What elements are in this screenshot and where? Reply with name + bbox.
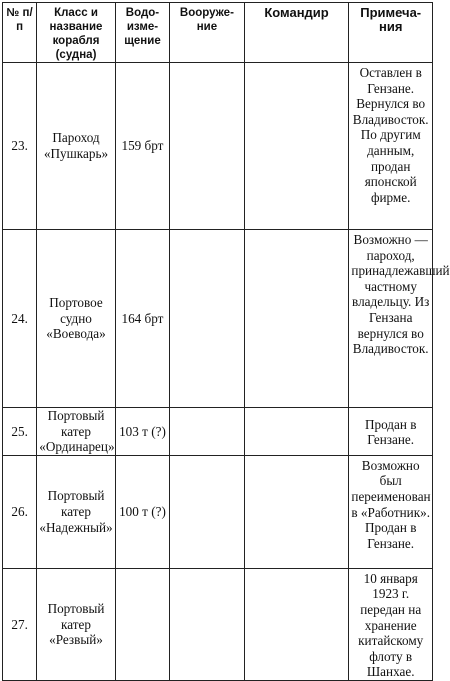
row-num: 27.	[3, 568, 37, 680]
header-notes: Примеча- ния	[349, 3, 433, 63]
row-num: 25.	[3, 408, 37, 456]
table-header-row	[3, 3, 433, 63]
row-notes: Возможно был переименован в «Работник». Продан в Гензане.	[349, 455, 433, 568]
row-ship-name: Пароход «Пушкарь»	[37, 63, 116, 230]
row-ship-name: Портовый катер «Надежный»	[37, 455, 116, 568]
ships-table	[2, 2, 450, 681]
header-displacement: Водо- изме- щение	[115, 3, 169, 63]
table-row	[3, 230, 433, 408]
row-notes: 10 января 1923 г. передан на хранение китайскому флоту в Шанхае.	[349, 568, 433, 680]
row-displacement: 100 т (?)	[115, 455, 169, 568]
row-num: 23.	[3, 63, 37, 230]
row-armament	[170, 568, 245, 680]
row-armament	[170, 63, 245, 230]
table-row	[3, 455, 433, 568]
row-armament	[170, 455, 245, 568]
header-class-name: Класс и название корабля (судна)	[37, 3, 116, 63]
row-commander	[244, 230, 349, 408]
row-displacement: 164 брт	[115, 230, 169, 408]
row-commander	[244, 408, 349, 456]
row-commander	[244, 568, 349, 680]
header-commander: Командир	[244, 3, 349, 63]
row-armament	[170, 230, 245, 408]
header-num: № п/п	[3, 3, 37, 63]
row-ship-name: Портовый катер «Резвый»	[37, 568, 116, 680]
row-commander	[244, 63, 349, 230]
row-ship-name: Портовый катер «Ординарец»	[37, 408, 116, 456]
row-armament	[170, 408, 245, 456]
row-displacement: 103 т (?)	[115, 408, 169, 456]
header-armament: Вооруже- ние	[170, 3, 245, 63]
table-row	[3, 63, 433, 230]
table-row	[3, 568, 433, 680]
table-row	[3, 408, 433, 456]
row-num: 26.	[3, 455, 37, 568]
row-notes: Оставлен в Гензане. Вернулся во Владивосток. По другим данным, продан японской фирме.	[349, 63, 433, 230]
row-commander	[244, 455, 349, 568]
row-ship-name: Портовое судно «Воевода»	[37, 230, 116, 408]
row-displacement: 159 брт	[115, 63, 169, 230]
row-notes: Возможно — пароход, принадлежавший частному владельцу. Из Гензана вернулся во Владивосток.	[349, 230, 433, 408]
row-notes: Продан в Гензане.	[349, 408, 433, 456]
row-displacement	[115, 568, 169, 680]
row-num: 24.	[3, 230, 37, 408]
